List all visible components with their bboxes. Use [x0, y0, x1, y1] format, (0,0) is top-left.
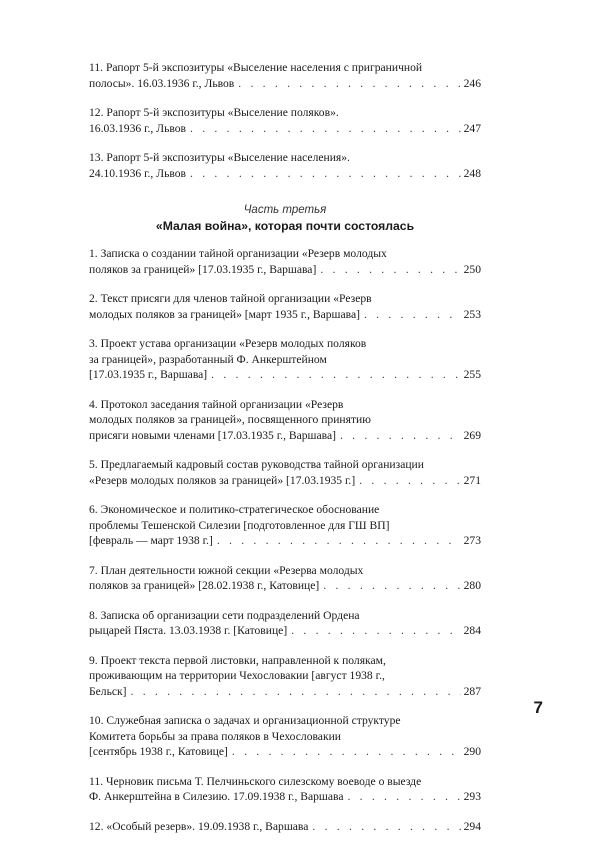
page-ref: 294 [463, 819, 481, 833]
part-title: «Малая война», которая почти состоялась [155, 219, 415, 233]
toc-entry [89, 246, 481, 277]
page-ref: 271 [463, 473, 481, 487]
page-ref: 255 [463, 368, 481, 381]
entry-line: присяги новыми членами [17.03.1935 г., Варшава] [89, 428, 336, 442]
page-ref: 250 [463, 262, 481, 276]
entry-line: 12. «Особый резерв». 19.09.1938 г., Варшава [89, 819, 309, 833]
dot-leader [359, 473, 460, 489]
page-ref: 248 [463, 166, 481, 180]
entry-line: 1. Записка о создании тайной организации «Резерв молодых [89, 247, 387, 260]
toc-entry [89, 150, 481, 181]
entry-line: 11. Черновик письма Т. Пелчиньского силезскому воеводе о выезде [89, 774, 422, 788]
dot-leader [312, 819, 460, 835]
page-number: 7 [533, 698, 543, 717]
entry-line: Ф. Анкерштейна в Силезию. 17.09.1938 г., Варшава [89, 790, 344, 803]
entry-line: 5. Предлагаемый кадровый состав руководства тайной организации [89, 458, 424, 471]
page-ref: 293 [463, 790, 481, 803]
entry-line: молодых поляков за границей», посвященного принятию [89, 413, 371, 426]
entry-line: 6. Экономическое и политико-стратегическое обоснование [89, 503, 380, 516]
dot-leader [190, 166, 461, 182]
entry-line: 4. Протокол заседания тайной организации «Резерв [89, 397, 344, 411]
page-ref: 290 [463, 745, 481, 758]
dot-leader [211, 367, 460, 383]
toc-entry [89, 291, 481, 322]
entry-line: молодых поляков за границей» [март 1935 г., Варшава] [89, 307, 360, 321]
entry-line: Комитета борьбы за права поляков в Чехословакии [89, 729, 341, 743]
toc-entry [89, 397, 481, 444]
page-ref: 280 [463, 579, 481, 592]
entry-line: 12. Рапорт 5-й экспозитуры «Выселение поляков». [89, 106, 339, 119]
dot-leader [320, 262, 460, 278]
dot-leader [217, 533, 461, 549]
entry-line: проблемы Тешенской Силезии [подготовленное для ГШ ВП] [89, 518, 390, 532]
entry-line: [февраль — март 1938 г.] [89, 534, 213, 547]
toc-entry [89, 457, 481, 488]
dot-leader [291, 623, 460, 639]
toc-entry [89, 819, 481, 835]
page-ref: 247 [463, 121, 481, 135]
entry-line: 2. Текст присяги для членов тайной организации «Резерв [89, 292, 372, 305]
entry-line: 16.03.1936 г., Львов [89, 121, 187, 135]
part-label: Часть третья [243, 204, 327, 216]
entry-line: [сентябрь 1938 г., Катовице] [89, 745, 228, 758]
dot-leader [323, 578, 460, 594]
dot-leader [340, 428, 461, 444]
entry-line: за границей», разработанный Ф. Анкерштейном [89, 352, 327, 366]
dot-leader [131, 684, 461, 700]
dot-leader [190, 121, 461, 137]
dot-leader [232, 744, 461, 760]
entry-line: 13. Рапорт 5-й экспозитуры «Выселение населения». [89, 151, 350, 164]
dot-leader [347, 789, 460, 805]
page-ref: 246 [463, 76, 481, 90]
entry-line: «Резерв молодых поляков за границей» [17.03.1935 г.] [89, 473, 356, 487]
page-ref: 287 [463, 684, 481, 698]
entry-line: поляков за границей» [28.02.1938 г., Катовице] [89, 579, 320, 592]
toc-entry [89, 336, 481, 383]
toc-entry [89, 502, 481, 549]
entry-line: 24.10.1936 г., Львов [89, 166, 187, 180]
dot-leader [364, 307, 461, 323]
entry-line: проживающим на территории Чехословакии [август 1938 г., [89, 669, 385, 682]
entry-line: 10. Служебная записка о задачах и организационной структуре [89, 714, 401, 727]
entry-line: полосы». 16.03.1936 г., Львов [89, 76, 235, 90]
page-ref: 273 [463, 534, 481, 547]
toc-entry [89, 563, 481, 594]
entry-line: 8. Записка об организации сети подразделений Ордена [89, 608, 360, 622]
entry-line: [17.03.1935 г., Варшава] [89, 368, 208, 381]
entry-line: 7. План деятельности южной секции «Резерва молодых [89, 563, 364, 577]
toc-entry [89, 653, 481, 700]
page-ref: 284 [463, 624, 481, 637]
toc-entry [89, 713, 481, 760]
toc-entry [89, 608, 481, 639]
entry-line: 11. Рапорт 5-й экспозитуры «Выселение населения с приграничной [89, 61, 423, 74]
entry-line: Бельск] [89, 684, 127, 698]
toc-entry [89, 774, 481, 805]
toc-entry [89, 105, 481, 136]
page-ref: 269 [463, 428, 481, 442]
part-header [89, 203, 481, 234]
entry-line: 3. Проект устава организации «Резерв молодых поляков [89, 337, 367, 350]
entry-line: 9. Проект текста первой листовки, направленной к полякам, [89, 653, 386, 667]
dot-leader [238, 76, 460, 92]
toc-entry [89, 60, 481, 91]
table-of-contents [89, 60, 481, 848]
entry-line: рыцарей Пяста. 13.03.1938 г. [Катовице] [89, 624, 288, 637]
entry-line: поляков за границей» [17.03.1935 г., Варшава] [89, 262, 317, 276]
page-ref: 253 [463, 307, 481, 321]
